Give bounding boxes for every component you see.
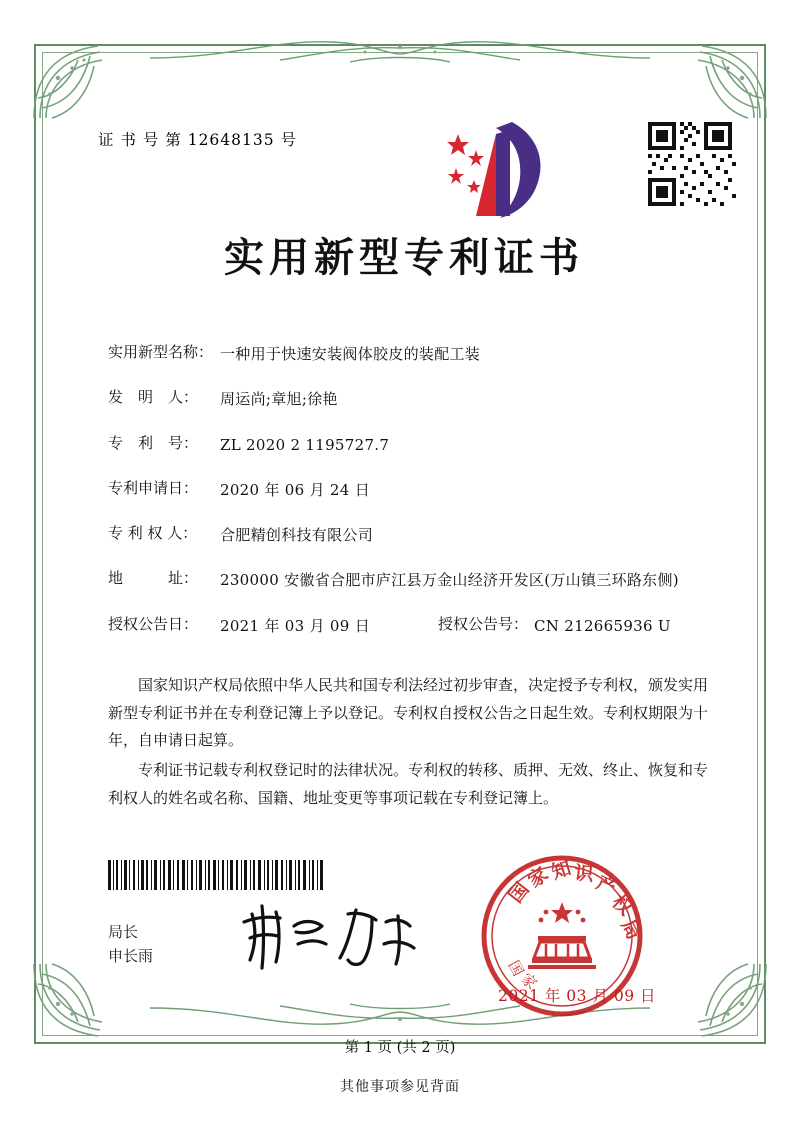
svg-text:局: 局 [616,916,645,944]
field-value: 230000 安徽省合肥市庐江县万金山经济开发区(万山镇三环路东侧) [220,571,679,590]
corner-ornament-icon [676,958,772,1044]
barcode-icon [108,860,324,890]
seal-date: 2021 年 03 月 09 日 [498,987,657,1005]
field-label: 专 利 号： [108,433,199,452]
field-patent-number [108,434,724,457]
field-announcement-number [438,615,724,638]
top-edge-ornament-icon [150,36,650,66]
field-label: 地 址： [108,569,199,588]
field-address [108,569,724,592]
certificate-content [84,110,724,815]
field-value: 周运尚;章旭;徐艳 [220,390,338,409]
handwritten-signature-icon [236,900,426,972]
field-label: 授权公告号： [438,614,529,633]
signature-role: 局长 [108,923,139,941]
field-label: 授权公告日： [108,614,199,633]
svg-text:家: 家 [524,863,553,893]
signature-block [108,920,153,968]
svg-text:国: 国 [504,878,534,908]
field-list [108,343,724,638]
field-value: CN 212665936 U [534,616,671,635]
paragraph-2: 专利证书记载专利权登记时的法律状况。专利权的转移、质押、无效、终止、恢复和专利权人的姓名或名称、国籍、地址变更等事项记载在专利登记簿上。 [108,761,709,807]
svg-text:识: 识 [573,862,595,886]
svg-text:产: 产 [592,871,620,900]
page-number: 第 1 页 (共 2 页) [344,1040,456,1056]
signature-name: 申长雨 [108,947,154,965]
svg-text:权: 权 [607,890,637,920]
field-application-date [108,479,724,502]
field-value: 2021 年 03 月 09 日 [220,616,370,635]
field-inventors [108,388,724,411]
corner-ornament-icon [28,958,124,1044]
field-label: 专 利 权 人： [108,524,198,542]
field-label: 专利申请日： [108,478,199,497]
field-value: ZL 2020 2 1195727.7 [220,435,390,454]
svg-text:家: 家 [517,969,541,994]
svg-text:国: 国 [504,957,528,980]
legal-text [108,672,708,813]
field-value: 合肥精创科技有限公司 [220,526,374,544]
field-announcement-date [108,615,438,638]
field-value: 2020 年 06 月 24 日 [220,480,370,499]
cnipa-logo-icon [434,120,564,225]
field-grant-row [108,615,724,638]
field-value: 一种用于快速安装阀体胶皮的装配工装 [220,345,481,363]
field-utility-model-name [108,343,724,366]
paragraph-1: 国家知识产权局依照中华人民共和国专利法经过初步审查，决定授予专利权，颁发实用新型专利证书并在专利登记簿上予以登记。专利权自授权公告之日起生效。专利权期限为十年，自申请日起算。 [108,675,709,750]
qr-code-icon [644,118,736,210]
footer-note: 其他事项参见背面 [340,1079,460,1095]
certificate-number: 证 书 号 第 12648135 号 [98,131,298,149]
field-label: 发 明 人： [108,388,199,407]
svg-text:知: 知 [549,857,574,884]
field-patentee [108,524,724,547]
page-title: 实用新型专利证书 [224,234,584,281]
field-label: 实用新型名称： [108,343,214,361]
